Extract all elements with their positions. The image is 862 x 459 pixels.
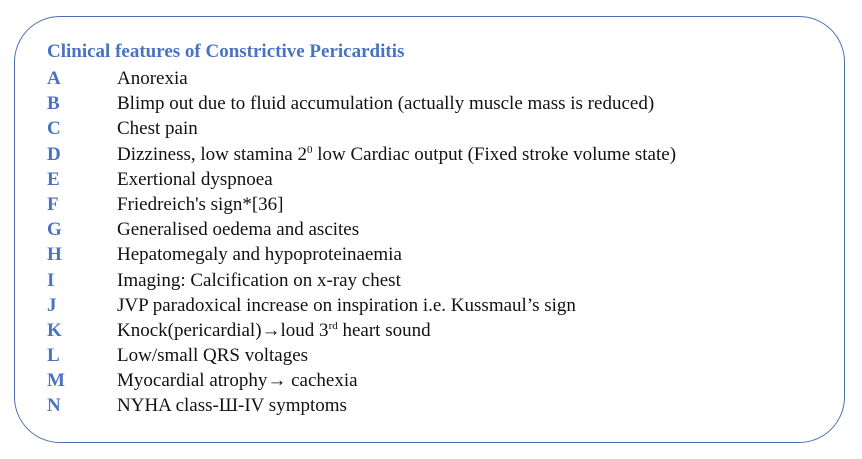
item-text: Low/small QRS voltages [117,345,309,367]
list-item [47,66,837,91]
item-letter: N [47,395,61,417]
item-text: Generalised oedema and ascites [117,219,360,241]
item-letter: A [47,68,61,89]
item-letter: M [47,370,65,392]
item-letter: K [47,319,62,341]
list-item [47,217,837,242]
list-item [47,91,837,116]
item-letter: L [47,345,60,367]
item-text [117,318,431,343]
item-letter: E [47,168,60,190]
item-text: NYHA class-Ш-IV symptoms [117,395,347,417]
superscript: 0 [306,143,313,156]
item-letter: F [47,193,59,215]
list-item [47,268,837,293]
item-letter: D [47,143,61,165]
item-text: Friedreich's sign*[36] [117,193,284,215]
feature-list [47,66,837,419]
item-text-before: Dizziness, low stamina 2 [117,143,307,165]
item-letter: G [47,219,62,241]
item-text: Chest pain [117,118,198,140]
list-item [47,192,837,217]
list-item [47,393,837,418]
item-letter: J [47,294,57,316]
list-item [47,318,837,343]
item-text: Hepatomegaly and hypoproteinaemia [117,244,402,266]
list-item [47,142,837,167]
item-text: Imaging: Calcification on x-ray chest [117,269,401,291]
list-item [47,343,837,368]
item-letter: I [47,269,55,291]
item-text-before: Knock(pericardial)→loud 3 [117,319,329,341]
list-item [47,368,837,393]
item-text: JVP paradoxical increase on inspiration i.e. Kussmaul’s sign [117,294,576,316]
list-item [47,116,837,141]
item-text: Exertional dyspnoea [117,168,273,190]
item-text-after: heart sound [337,319,431,341]
item-text: Anorexia [117,68,188,89]
item-text-after: low Cardiac output (Fixed stroke volume state) [312,143,677,165]
item-letter: C [47,118,61,140]
item-text [117,142,676,167]
list-item [47,242,837,267]
list-item [47,167,837,192]
superscript: rd [328,319,338,332]
list-item [47,293,837,318]
item-letter: B [47,93,60,115]
item-text: Blimp out due to fluid accumulation (actually muscle mass is reduced) [117,93,655,115]
box-title: Clinical features of Constrictive Pericarditis [47,41,405,62]
item-letter: H [47,244,62,266]
item-text: Myocardial atrophy→ cachexia [117,370,358,392]
